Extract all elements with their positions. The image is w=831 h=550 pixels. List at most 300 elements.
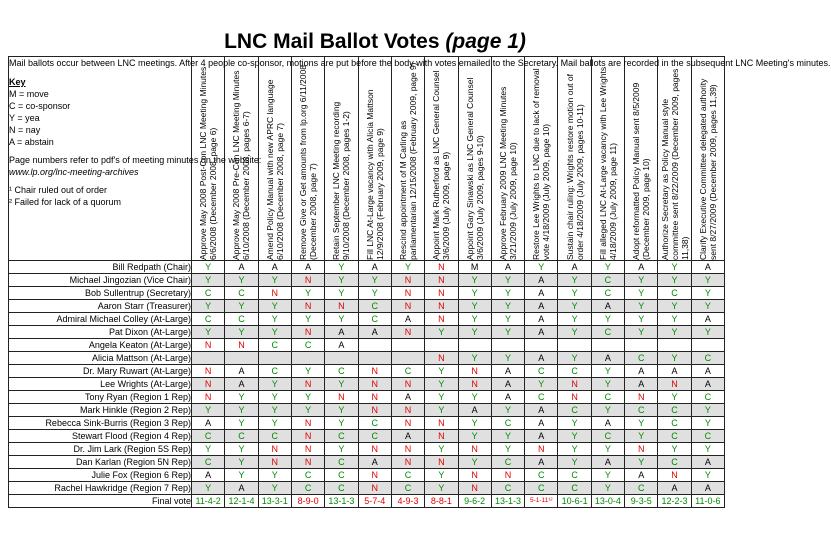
vote-cell: C xyxy=(358,417,391,430)
vote-cell: Y xyxy=(525,261,558,274)
column-header: Restore Lee Wrights to LNC due to lack of removal vote 4/18/2009 (July 2009, page 10) xyxy=(525,57,558,261)
vote-cell: N xyxy=(192,365,225,378)
table-row xyxy=(9,313,725,326)
vote-cell: Y xyxy=(225,404,258,417)
footnote-1: ¹ Chair ruled out of order xyxy=(9,185,108,195)
vote-cell: A xyxy=(525,313,558,326)
vote-cell: N xyxy=(425,300,458,313)
vote-cell: N xyxy=(391,443,424,456)
table-row xyxy=(9,391,725,404)
vote-cell: Y xyxy=(258,274,291,287)
vote-cell: Y xyxy=(658,300,691,313)
vote-cell: Y xyxy=(225,326,258,339)
vote-cell: Y xyxy=(558,430,591,443)
vote-cell xyxy=(291,352,324,365)
vote-cell: A xyxy=(525,287,558,300)
final-vote-tally: 9-6-2 xyxy=(458,495,491,508)
vote-cell: C xyxy=(325,365,358,378)
vote-cell: Y xyxy=(458,287,491,300)
vote-cell: N xyxy=(458,378,491,391)
vote-cell: A xyxy=(458,404,491,417)
vote-cell: C xyxy=(558,404,591,417)
final-vote-tally: 5-7-4 xyxy=(358,495,391,508)
vote-cell xyxy=(225,352,258,365)
vote-cell: Y xyxy=(691,404,724,417)
vote-cell: N xyxy=(225,339,258,352)
vote-cell: C xyxy=(525,482,558,495)
vote-cell: A xyxy=(525,404,558,417)
vote-cell: C xyxy=(258,365,291,378)
member-name: Julie Fox (Region 6 Rep) xyxy=(9,469,192,482)
key-item: N = nay xyxy=(9,125,41,135)
vote-cell: N xyxy=(291,300,324,313)
vote-cell: Y xyxy=(658,274,691,287)
vote-cell: Y xyxy=(658,352,691,365)
vote-cell: Y xyxy=(225,274,258,287)
table-row xyxy=(9,352,725,365)
member-name: Dr. Jim Lark (Region 5S Rep) xyxy=(9,443,192,456)
vote-cell: C xyxy=(691,352,724,365)
vote-cell: Y xyxy=(225,417,258,430)
vote-cell: A xyxy=(491,365,524,378)
vote-cell: N xyxy=(425,430,458,443)
member-name: Lee Wrights (At-Large) xyxy=(9,378,192,391)
vote-cell: N xyxy=(558,378,591,391)
final-vote-tally: 12-1-4 xyxy=(225,495,258,508)
vote-cell: N xyxy=(325,300,358,313)
vote-cell: Y xyxy=(558,456,591,469)
vote-cell: A xyxy=(192,417,225,430)
vote-cell: N xyxy=(258,456,291,469)
archive-link[interactable]: www.lp.org/lnc-meeting-archives xyxy=(9,167,139,177)
vote-cell: N xyxy=(291,456,324,469)
vote-cell: N xyxy=(391,300,424,313)
member-name: Stewart Flood (Region 4 Rep) xyxy=(9,430,192,443)
vote-cell: N xyxy=(358,378,391,391)
vote-cell: C xyxy=(291,482,324,495)
vote-cell: N xyxy=(192,339,225,352)
column-header: Remove Give or Get amounts from lp.org 6/11/2008 (December 2008, page 7) xyxy=(291,57,324,261)
vote-cell: Y xyxy=(491,274,524,287)
vote-cell: Y xyxy=(425,326,458,339)
vote-cell: C xyxy=(358,313,391,326)
vote-cell: Y xyxy=(591,443,624,456)
vote-cell: N xyxy=(425,313,458,326)
vote-cell: Y xyxy=(425,404,458,417)
table-row xyxy=(9,339,725,352)
vote-cell: Y xyxy=(258,417,291,430)
vote-cell: Y xyxy=(192,404,225,417)
vote-cell: Y xyxy=(558,313,591,326)
vote-cell: A xyxy=(658,365,691,378)
vote-cell: N xyxy=(425,417,458,430)
vote-cell: Y xyxy=(192,482,225,495)
vote-cell: C xyxy=(691,391,724,404)
table-row xyxy=(9,365,725,378)
vote-cell xyxy=(491,339,524,352)
final-vote-tally: 12-2-3 xyxy=(658,495,691,508)
vote-cell: Y xyxy=(258,469,291,482)
column-header: Fill LNC At-Large vacancy with Alicia Mattson 12/9/2008 (February 2009, page 9) xyxy=(358,57,391,261)
vote-cell xyxy=(358,352,391,365)
vote-cell: Y xyxy=(625,326,658,339)
vote-cell: N xyxy=(525,443,558,456)
vote-cell: Y xyxy=(625,430,658,443)
vote-cell: C xyxy=(391,482,424,495)
key-item: M = move xyxy=(9,89,49,99)
vote-cell: C xyxy=(625,352,658,365)
vote-cell: C xyxy=(391,469,424,482)
vote-cell: N xyxy=(358,482,391,495)
vote-cell: N xyxy=(291,443,324,456)
vote-cell: Y xyxy=(458,430,491,443)
vote-cell: Y xyxy=(491,313,524,326)
vote-cell: Y xyxy=(258,300,291,313)
vote-cell: Y xyxy=(591,365,624,378)
vote-cell: Y xyxy=(558,300,591,313)
vote-cell: C xyxy=(558,365,591,378)
table-row xyxy=(9,300,725,313)
ballot-table xyxy=(8,56,831,508)
final-vote-tally: 4-9-3 xyxy=(391,495,424,508)
member-name: Dan Karlan (Region 5N Rep) xyxy=(9,456,192,469)
vote-cell xyxy=(691,339,724,352)
vote-cell: N xyxy=(391,456,424,469)
column-header: Retain September LNC Meeting recording 9/10/2008 (December 2008, pages 1-2) xyxy=(325,57,358,261)
vote-cell xyxy=(591,339,624,352)
vote-cell: N xyxy=(458,482,491,495)
key-item: Y = yea xyxy=(9,113,40,123)
vote-cell: A xyxy=(625,261,658,274)
vote-cell: Y xyxy=(425,365,458,378)
vote-cell: Y xyxy=(558,326,591,339)
vote-cell: Y xyxy=(558,417,591,430)
key-item: A = abstain xyxy=(9,137,54,147)
vote-cell: C xyxy=(591,391,624,404)
vote-cell: A xyxy=(491,391,524,404)
vote-cell: A xyxy=(225,365,258,378)
vote-cell: C xyxy=(192,313,225,326)
vote-cell: N xyxy=(358,443,391,456)
vote-cell: A xyxy=(291,261,324,274)
vote-cell: N xyxy=(458,365,491,378)
vote-cell: Y xyxy=(391,261,424,274)
vote-cell: Y xyxy=(192,326,225,339)
vote-cell: A xyxy=(691,456,724,469)
vote-cell: Y xyxy=(558,352,591,365)
vote-cell: C xyxy=(558,482,591,495)
vote-cell: Y xyxy=(591,469,624,482)
final-vote-tally: 10-6-1 xyxy=(558,495,591,508)
vote-cell: N xyxy=(291,378,324,391)
vote-cell: N xyxy=(291,326,324,339)
vote-cell xyxy=(391,352,424,365)
vote-cell: A xyxy=(525,430,558,443)
table-row xyxy=(9,482,725,495)
vote-cell xyxy=(325,352,358,365)
vote-cell: Y xyxy=(225,391,258,404)
vote-cell: Y xyxy=(691,287,724,300)
table-row xyxy=(9,274,725,287)
final-vote-tally: 11-0-6 xyxy=(691,495,724,508)
vote-cell: C xyxy=(591,287,624,300)
vote-cell: Y xyxy=(325,417,358,430)
vote-cell: Y xyxy=(558,443,591,456)
vote-cell: A xyxy=(691,261,724,274)
vote-cell: N xyxy=(358,365,391,378)
vote-cell: Y xyxy=(458,417,491,430)
vote-cell xyxy=(192,352,225,365)
vote-cell: Y xyxy=(192,443,225,456)
vote-cell: N xyxy=(192,391,225,404)
vote-cell: Y xyxy=(591,482,624,495)
vote-cell: N xyxy=(458,443,491,456)
vote-cell: Y xyxy=(491,300,524,313)
vote-cell: C xyxy=(658,430,691,443)
vote-cell: C xyxy=(591,430,624,443)
vote-cell: A xyxy=(391,313,424,326)
vote-cell: Y xyxy=(491,430,524,443)
vote-cell: A xyxy=(525,417,558,430)
vote-cell: A xyxy=(525,300,558,313)
vote-cell: Y xyxy=(325,443,358,456)
vote-cell: N xyxy=(258,443,291,456)
final-vote-tally: 13-0-4 xyxy=(591,495,624,508)
member-name: Pat Dixon (At-Large) xyxy=(9,326,192,339)
table-row xyxy=(9,378,725,391)
vote-cell: N xyxy=(625,443,658,456)
vote-cell: A xyxy=(591,417,624,430)
vote-cell: N xyxy=(391,404,424,417)
vote-cell: Y xyxy=(192,274,225,287)
vote-cell: C xyxy=(258,339,291,352)
vote-cell: A xyxy=(225,261,258,274)
vote-cell xyxy=(458,339,491,352)
intro-paragraph: Mail ballots occur between LNC meetings. After 4 people co-sponsor, motions are put before the body with votes emailed to the Secretary. Mail ballots are recorded in the subsequent LNC Meeting's minutes. xyxy=(9,58,831,68)
vote-cell: N xyxy=(658,469,691,482)
vote-cell: Y xyxy=(458,313,491,326)
vote-cell: C xyxy=(358,300,391,313)
vote-cell: A xyxy=(625,365,658,378)
vote-cell: C xyxy=(558,469,591,482)
column-header: Amend Policy Manual with new APRC language 6/10/2008 (December 2008, page 7) xyxy=(258,57,291,261)
vote-cell: N xyxy=(291,417,324,430)
vote-cell: C xyxy=(525,391,558,404)
member-name: Mark Hinkle (Region 2 Rep) xyxy=(9,404,192,417)
vote-cell: Y xyxy=(691,300,724,313)
vote-cell: Y xyxy=(325,287,358,300)
vote-cell: N xyxy=(458,469,491,482)
vote-cell: Y xyxy=(258,326,291,339)
vote-cell: A xyxy=(691,313,724,326)
vote-cell: Y xyxy=(658,313,691,326)
vote-cell xyxy=(358,339,391,352)
vote-cell: Y xyxy=(625,456,658,469)
vote-cell: Y xyxy=(425,391,458,404)
final-vote-label: Final vote xyxy=(9,495,192,508)
vote-cell: A xyxy=(558,261,591,274)
member-name: Alicia Mattson (At-Large) xyxy=(9,352,192,365)
column-header: Rescind appointment of M Carling as parliamentarian 12/15/2008 (February 2009, page 9) xyxy=(391,57,424,261)
vote-cell: A xyxy=(225,482,258,495)
vote-cell: Y xyxy=(591,378,624,391)
vote-cell: A xyxy=(358,261,391,274)
vote-cell: Y xyxy=(591,313,624,326)
vote-cell: A xyxy=(491,261,524,274)
final-vote-tally: 8-8-1 xyxy=(425,495,458,508)
vote-cell: Y xyxy=(558,287,591,300)
vote-cell: Y xyxy=(491,287,524,300)
vote-cell: A xyxy=(358,456,391,469)
vote-cell: C xyxy=(625,482,658,495)
vote-cell: Y xyxy=(425,443,458,456)
vote-cell: Y xyxy=(258,391,291,404)
vote-cell: Y xyxy=(558,274,591,287)
vote-cell: N xyxy=(425,261,458,274)
member-name: Aaron Starr (Treasurer) xyxy=(9,300,192,313)
vote-cell: Y xyxy=(358,287,391,300)
vote-cell: N xyxy=(358,469,391,482)
column-header: Adopt reformatted Policy Manual sent 8/5/2009 (December 2009, page 10) xyxy=(625,57,658,261)
member-name: Bob Sullentrup (Secretary) xyxy=(9,287,192,300)
vote-cell: A xyxy=(525,274,558,287)
vote-cell: Y xyxy=(625,274,658,287)
member-name: Angela Keaton (At-Large) xyxy=(9,339,192,352)
column-header: Approve May 2008 Post-Con LNC Meeting Minutes 6/6/2008 (December 2008, page 6) xyxy=(192,57,225,261)
vote-cell: C xyxy=(658,287,691,300)
vote-cell: Y xyxy=(458,352,491,365)
header-row xyxy=(9,57,725,261)
vote-cell: C xyxy=(258,430,291,443)
vote-cell: Y xyxy=(258,482,291,495)
vote-cell: N xyxy=(325,391,358,404)
vote-cell: Y xyxy=(291,391,324,404)
vote-cell: C xyxy=(325,482,358,495)
table-row xyxy=(9,326,725,339)
vote-cell: C xyxy=(192,287,225,300)
vote-cell: Y xyxy=(425,482,458,495)
vote-cell: A xyxy=(691,482,724,495)
vote-cell: Y xyxy=(458,391,491,404)
page-title xyxy=(0,30,750,54)
member-name: Rebecca Sink-Burris (Region 3 Rep) xyxy=(9,417,192,430)
vote-cell: Y xyxy=(591,404,624,417)
vote-cell: C xyxy=(225,313,258,326)
vote-cell xyxy=(625,339,658,352)
table-row xyxy=(9,404,725,417)
vote-cell xyxy=(425,339,458,352)
vote-cell: Y xyxy=(425,469,458,482)
vote-cell: C xyxy=(658,417,691,430)
vote-cell: A xyxy=(525,352,558,365)
key-title: Key xyxy=(9,77,26,87)
vote-cell: N xyxy=(558,391,591,404)
table-row xyxy=(9,417,725,430)
final-vote-row xyxy=(9,495,725,508)
vote-cell: N xyxy=(658,378,691,391)
vote-cell: Y xyxy=(525,378,558,391)
vote-cell: Y xyxy=(491,326,524,339)
vote-cell: N xyxy=(358,391,391,404)
column-header: Appoint Gary Sinawski as LNC General Counsel 3/6/2009 (July 2009, pages 9-10) xyxy=(458,57,491,261)
member-name: Tony Ryan (Region 1 Rep) xyxy=(9,391,192,404)
vote-cell: Y xyxy=(691,469,724,482)
title-subtitle: (page 1) xyxy=(445,30,526,53)
vote-cell: C xyxy=(658,404,691,417)
final-vote-tally: 11-4-2 xyxy=(192,495,225,508)
vote-cell: C xyxy=(491,482,524,495)
vote-cell: A xyxy=(391,391,424,404)
vote-cell: N xyxy=(291,274,324,287)
vote-cell: C xyxy=(325,430,358,443)
vote-cell: N xyxy=(425,274,458,287)
vote-cell: A xyxy=(325,326,358,339)
vote-cell xyxy=(558,339,591,352)
vote-cell: N xyxy=(425,352,458,365)
vote-cell: Y xyxy=(291,365,324,378)
vote-cell: Y xyxy=(691,326,724,339)
vote-cell: C xyxy=(291,469,324,482)
vote-cell: A xyxy=(225,378,258,391)
column-header: Clarify Executive Committee delegated authority sent 8/27/2009 (December 2009, pages 11,39) xyxy=(691,57,724,261)
vote-cell: Y xyxy=(325,313,358,326)
vote-cell xyxy=(525,339,558,352)
vote-cell: A xyxy=(591,300,624,313)
vote-cell: C xyxy=(591,326,624,339)
member-name: Bill Redpath (Chair) xyxy=(9,261,192,274)
vote-cell: Y xyxy=(625,417,658,430)
vote-cell: Y xyxy=(291,404,324,417)
vote-cell xyxy=(391,339,424,352)
vote-cell: Y xyxy=(691,443,724,456)
vote-cell: Y xyxy=(325,404,358,417)
key-item: C = co-sponsor xyxy=(9,101,71,111)
vote-cell: N xyxy=(391,378,424,391)
vote-cell: Y xyxy=(458,274,491,287)
vote-cell: Y xyxy=(358,274,391,287)
vote-cell: Y xyxy=(225,300,258,313)
vote-cell: C xyxy=(525,365,558,378)
vote-cell: Y xyxy=(491,404,524,417)
column-header: Appoint Mark Rutherford as LNC General Counsel 3/6/2009 (July 2009, page 9) xyxy=(425,57,458,261)
table-row xyxy=(9,430,725,443)
vote-cell: M xyxy=(458,261,491,274)
vote-cell: Y xyxy=(258,404,291,417)
vote-cell: A xyxy=(691,378,724,391)
vote-cell: N xyxy=(625,391,658,404)
vote-cell: Y xyxy=(658,391,691,404)
vote-cell: A xyxy=(591,456,624,469)
vote-cell: N xyxy=(358,404,391,417)
table-row xyxy=(9,469,725,482)
vote-cell: Y xyxy=(291,287,324,300)
vote-cell: N xyxy=(192,378,225,391)
vote-cell: A xyxy=(358,326,391,339)
footnote-2: ² Failed for lack of a quorum xyxy=(9,197,122,207)
vote-cell: Y xyxy=(625,287,658,300)
final-vote-tally: 13-3-1 xyxy=(258,495,291,508)
title-main: LNC Mail Ballot Votes xyxy=(224,30,446,53)
vote-cell: A xyxy=(625,469,658,482)
vote-cell: Y xyxy=(225,443,258,456)
vote-cell: C xyxy=(192,430,225,443)
vote-cell: C xyxy=(325,456,358,469)
vote-cell: N xyxy=(391,287,424,300)
final-vote-tally: 9-3-5 xyxy=(625,495,658,508)
column-header: Authorize Secretary as Policy Manual style committee sent 8/22/2009 (December 2009, pages 11,38) xyxy=(658,57,691,261)
vote-cell: Y xyxy=(458,456,491,469)
vote-cell: Y xyxy=(658,443,691,456)
